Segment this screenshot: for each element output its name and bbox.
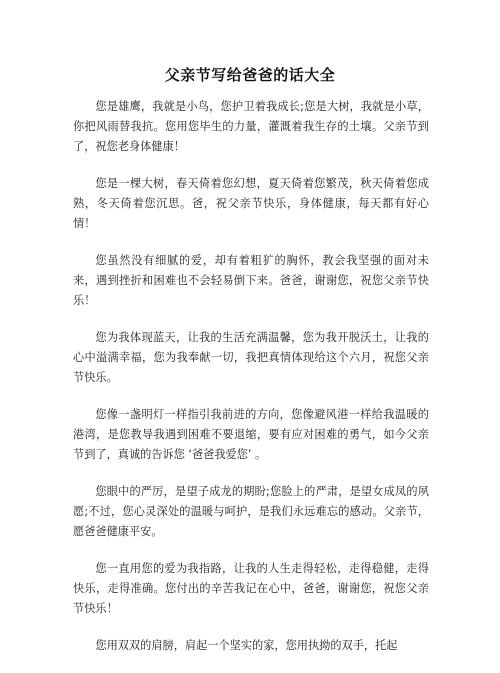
paragraph-5: 您像一盏明灯一样指引我前进的方向，您像避风港一样给我温暖的港湾，是您教导我遇到困难不要退缩，要有应对困难的勇气，如今父亲节到了，真诚的告诉您 ‘爸爸我爱您’ 。 [73, 408, 429, 461]
paragraph-4: 您为我体现蓝天，让我的生活充满温馨，您为我开脱沃土，让我的心中溢满幸福，您为我奉献一切，我把真情体现给这个六月，祝您父亲节快乐。 [73, 331, 429, 384]
document-title: 父亲节写给爸爸的话大全 [164, 66, 336, 84]
paragraph-8: 您用双双的肩膀，肩起一个坚实的家，您用执拗的双手，托起 [95, 639, 398, 652]
paragraph-1: 您是雄鹰，我就是小鸟，您护卫着我成长;您是大树，我就是小草，你把风雨替我抗。您用您毕生的力量，灌溉着我生存的土壤。父亲节到了，祝您老身体健康！ [73, 100, 429, 153]
paragraph-7: 您一直用您的爱为我指路，让我的人生走得轻松，走得稳健，走得快乐，走得准确。您付出的辛苦我记在心中，爸爸，谢谢您，祝您父亲节快乐！ [73, 562, 429, 615]
paragraph-6: 您眼中的严厉，是望子成龙的期盼;您脸上的严肃，是望女成凤的夙愿;不过，您心灵深处的温暖与呵护，是我们永远难忘的感动。父亲节，愿爸爸健康平安。 [73, 485, 429, 538]
document-body [73, 97, 429, 673]
paragraph-2: 您是一棵大树，春天倚着您幻想，夏天倚着您繁茂，秋天倚着您成熟，冬天倚着您沉思。爸，祝父亲节快乐，身体健康，每天都有好心情！ [73, 177, 429, 230]
paragraph-3: 您虽然没有细腻的爱，却有着粗犷的胸怀，教会我坚强的面对未来，遇到挫折和困难也不会轻易倒下来。爸爸，谢谢您，祝您父亲节快乐！ [73, 254, 429, 307]
